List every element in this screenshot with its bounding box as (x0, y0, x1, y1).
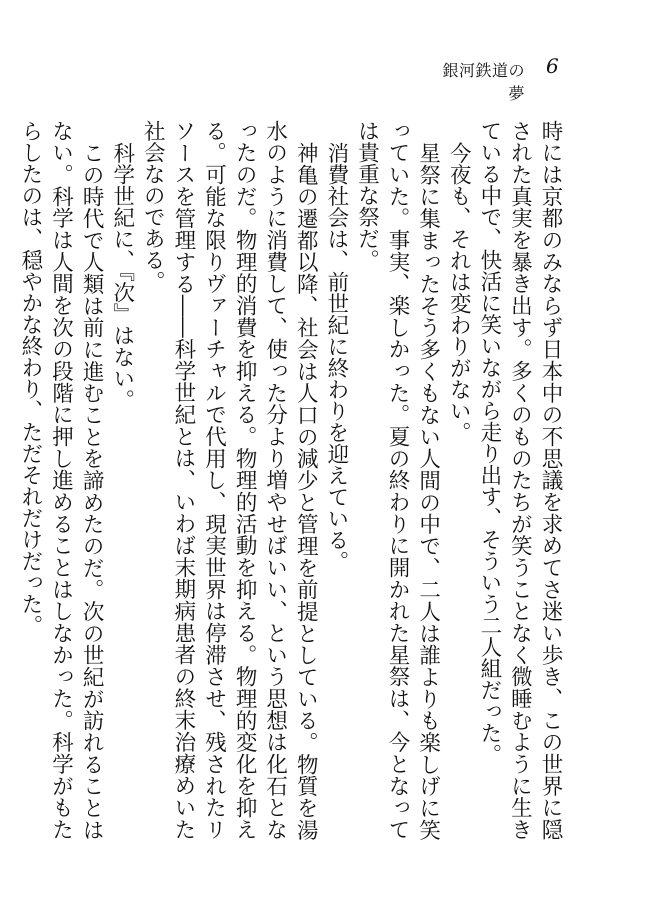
paragraph-4: 消費社会は、前世紀に終わりを迎えている。 (323, 141, 349, 572)
paragraph-2: 今夜も、それは変わりがない。 (446, 141, 472, 443)
paragraph-6: 科学世紀に、『次』はない。 (109, 141, 135, 411)
page-number: 6 (546, 54, 559, 78)
paragraph-7: この時代で人類は前に進むことを諦めたのだ。次の世紀が訪れることはない。科学は人間を次の段階に押し進めることはしなかった。科学がもたらしたのは、穏やかな終わり、ただそれだけだった。 (17, 120, 105, 840)
paragraph-3: 星祭に集まったそう多くもない人間の中で、二人は誰よりも楽しげに笑っていた。事実、楽しかった。夏の終わりに開かれた星祭は、今となっては貴重な祭だ。 (354, 120, 441, 840)
running-header-title: 銀河鉄道の夢 (442, 61, 525, 103)
paragraph-5: 神亀の遷都以降、社会は人口の減少と管理を前提としている。物質を湯水のように消費して、使った分より増やせばいい、という思想は化石となったのだ。物理的消費を抑える。物理的活動を抑える。物理的変化を抑える。可能な限りヴァーチャルで代用し、現実世界は停滞させ、残されたリソースを管理する――科学世紀とは、いわば末期病患者の終末治療めいた社会なのである。 (140, 120, 319, 840)
body-text (14, 120, 565, 840)
paragraph-1: 時には京都のみならず日本中の不思議を求めてさ迷い歩き、この世界に隠された真実を暴き出す。多くのものたちが笑うことなく微睡むように生きている中で、快活に笑いながら走り出す、そういう二人組だった。 (476, 120, 563, 840)
